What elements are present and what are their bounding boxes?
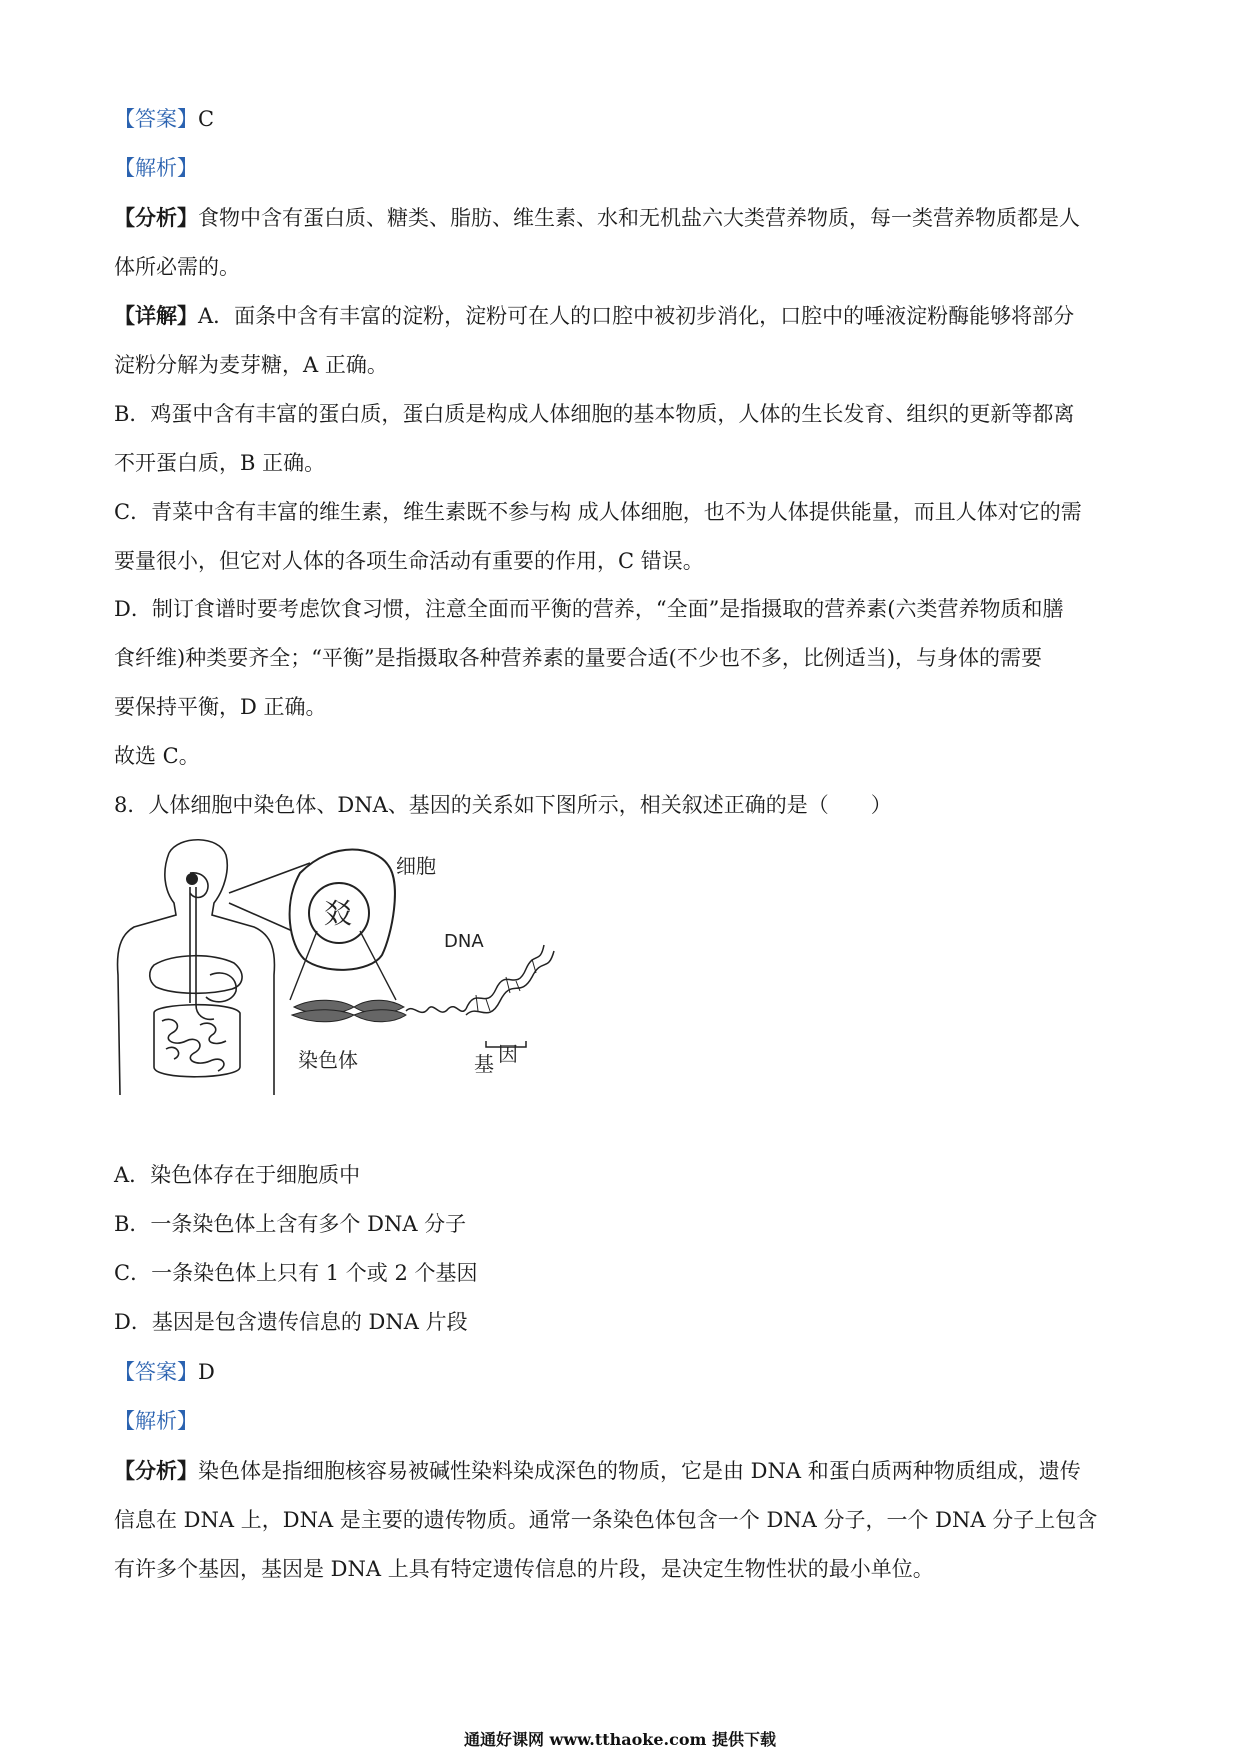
q8-fenxi-line-2: 信息在 DNA 上，DNA 是主要的遗传物质。通常一条染色体包含一个 DNA 分子，一个 DNA 分子上包含 — [114, 1508, 1098, 1532]
option-d-explanation-3: 要保持平衡，D 正确。 — [114, 695, 327, 719]
chromosome-label: 染色体 — [298, 1048, 358, 1072]
fenxi-tag: 【分析】 — [114, 205, 198, 230]
xiangjie-line-2: 淀粉分解为麦芽糖，A 正确。 — [114, 353, 388, 377]
question-8-stem: 8．人体细胞中染色体、DNA、基因的关系如下图所示，相关叙述正确的是（ ） — [114, 793, 892, 817]
gene-label-2: 因 — [498, 1042, 518, 1066]
cell-label: 细胞 — [396, 854, 436, 878]
option-a: A．染色体存在于细胞质中 — [114, 1163, 361, 1187]
option-c: C．一条染色体上只有 1 个或 2 个基因 — [114, 1261, 478, 1285]
option-b-explanation-1: B．鸡蛋中含有丰富的蛋白质，蛋白质是构成人体细胞的基本物质，人体的生长发育、组织的更新等都离 — [114, 402, 1075, 426]
answer-value: C — [198, 107, 215, 131]
answer-tag: 【答案】 — [114, 107, 198, 131]
gene-label-1: 基 — [474, 1052, 494, 1076]
q8-fenxi-tag: 【分析】 — [114, 1458, 198, 1483]
q8-fenxi-line-3: 有许多个基因，基因是 DNA 上具有特定遗传信息的片段，是决定生物性状的最小单位。 — [114, 1557, 934, 1581]
option-d-explanation-2: 食纤维)种类要齐全；“平衡”是指摄取各种营养素的量要合适(不少也不多，比例适当)，与身体的需要 — [114, 646, 1043, 670]
dna-strand — [406, 945, 554, 1015]
chromosome-shape — [292, 1000, 406, 1022]
option-d-explanation-1: D．制订食谱时要考虑饮食习惯，注意全面而平衡的营养，“全面”是指摄取的营养素(六类营养物质和膳 — [114, 597, 1064, 621]
chromosome-squiggle: 㸚 — [324, 897, 353, 930]
page-footer: 通通好课网 www.tthaoke.com 提供下载 — [463, 1730, 777, 1749]
option-c-explanation-1: C．青菜中含有丰富的维生素，维生素既不参与构 成人体细胞，也不为人体提供能量，而且人体对它的需 — [114, 500, 1082, 524]
fenxi-text-1: 食物中含有蛋白质、糖类、脂肪、维生素、水和无机盐六大类营养物质，每一类营养物质都是人 — [198, 206, 1080, 230]
q8-fenxi-text-1: 染色体是指细胞核容易被碱性染料染成深色的物质，它是由 DNA 和蛋白质两种物质组成，遗传 — [198, 1459, 1081, 1483]
chromosome-dna-gene-diagram — [114, 835, 594, 1135]
q8-fenxi-line-1 — [114, 1456, 1081, 1486]
choose-line: 故选 C。 — [114, 744, 200, 768]
answer-line — [114, 104, 214, 134]
q8-analysis-tag: 【解析】 — [114, 1409, 198, 1433]
option-c-explanation-2: 要量很小，但它对人体的各项生命活动有重要的作用，C 错误。 — [114, 549, 704, 573]
xiangjie-line-1 — [114, 301, 1074, 331]
dna-label: DNA — [444, 931, 484, 952]
option-b-explanation-2: 不开蛋白质，B 正确。 — [114, 451, 326, 475]
xiangjie-text-1: A．面条中含有丰富的淀粉，淀粉可在人的口腔中被初步消化，口腔中的唾液淀粉酶能够将部分 — [198, 304, 1075, 328]
q8-answer-tag: 【答案】 — [114, 1360, 198, 1384]
q8-answer-value: D — [198, 1360, 215, 1384]
option-d: D．基因是包含遗传信息的 DNA 片段 — [114, 1310, 468, 1334]
option-b: B．一条染色体上含有多个 DNA 分子 — [114, 1212, 467, 1236]
xiangjie-tag: 【详解】 — [114, 303, 198, 328]
mouth-marker — [186, 873, 198, 885]
analysis-tag: 【解析】 — [114, 156, 198, 180]
fenxi-line-1 — [114, 203, 1080, 233]
fenxi-line-2: 体所必需的。 — [114, 255, 240, 279]
q8-answer-line — [114, 1357, 215, 1387]
